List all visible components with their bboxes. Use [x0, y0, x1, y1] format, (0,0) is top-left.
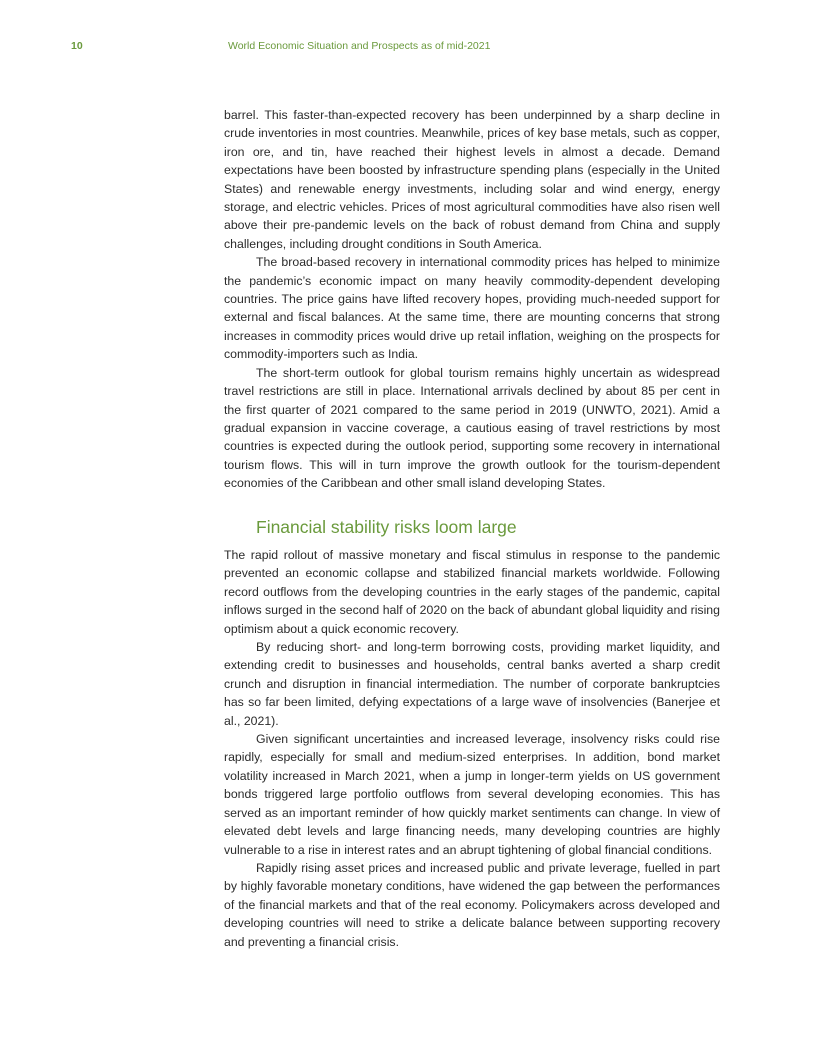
paragraph: barrel. This faster-than-expected recovery has been underpinned by a sharp decline in crude inventories in most countries. Meanwhile, prices of key base metals, such as copper, iron ore, and tin, have reached their highest levels in almost a decade. Demand expectations have been boosted by infrastructure spending plans (especially in the United States) and renewable energy investments, including solar and wind energy, energy storage, and electric vehicles. Prices of most agricultural commodities have also risen well above their pre-pandemic levels on the back of robust demand from China and supply challenges, including drought conditions in South America.: [224, 108, 720, 251]
page-number: 10: [71, 40, 83, 52]
paragraph: The short-term outlook for global tourism remains highly uncertain as widespread travel restrictions are still in place. International arrivals declined by about 85 per cent in the first quarter of 2021 compared to the same period in 2019 (UNWTO, 2021). Amid a gradual expansion in vaccine coverage, a cautious easing of travel restrictions by most countries is expected during the outlook period, supporting some recovery in international tourism flows. This will in turn improve the growth outlook for the tourism-dependent economies of the Caribbean and other small island developing States.: [224, 365, 720, 491]
body-text-section-1: [224, 106, 720, 493]
paragraph: The broad-based recovery in international commodity prices has helped to minimize the pandemic’s economic impact on many heavily commodity-dependent developing countries. The price gains have lifted recovery hopes, providing much-needed support for external and fiscal balances. At the same time, there are mounting concerns that strong increases in commodity prices would drive up retail inflation, weighing on the prospects for commodity-importers such as India.: [224, 255, 720, 362]
body-text-section-2: [224, 546, 720, 951]
paragraph: By reducing short- and long-term borrowing costs, providing market liquidity, and extending credit to businesses and households, central banks averted a sharp credit crunch and disruption in financial intermediation. The number of corporate bankruptcies has so far been limited, defying expectations of a large wave of insolvencies (Banerjee et al., 2021).: [224, 640, 720, 728]
paragraph: Given significant uncertainties and increased leverage, insolvency risks could rise rapidly, especially for small and medium-sized enterprises. In addition, bond market volatility increased in March 2021, when a jump in longer-term yields on US government bonds triggered large portfolio outflows from several developing economies. This has served as an important reminder of how quickly market sentiments can change. In view of elevated debt levels and large financing needs, many developing countries are highly vulnerable to a rise in interest rates and an abrupt tightening of global financial conditions.: [224, 732, 720, 857]
running-header: [71, 40, 720, 54]
paragraph: The rapid rollout of massive monetary and fiscal stimulus in response to the pandemic prevented an economic collapse and stabilized financial markets worldwide. Following record outflows from the developing countries in the early stages of the pandemic, capital inflows surged in the second half of 2020 on the back of abundant global liquidity and rising optimism about a quick economic recovery.: [224, 548, 720, 636]
running-header-title: World Economic Situation and Prospects as of mid-2021: [228, 40, 491, 52]
section-heading: Financial stability risks loom large: [256, 517, 517, 537]
paragraph: Rapidly rising asset prices and increased public and private leverage, fuelled in part by highly favorable monetary conditions, have widened the gap between the performances of the financial markets and that of the real economy. Policymakers across developed and developing countries will need to strike a delicate balance between supporting recovery and preventing a financial crisis.: [224, 860, 720, 949]
